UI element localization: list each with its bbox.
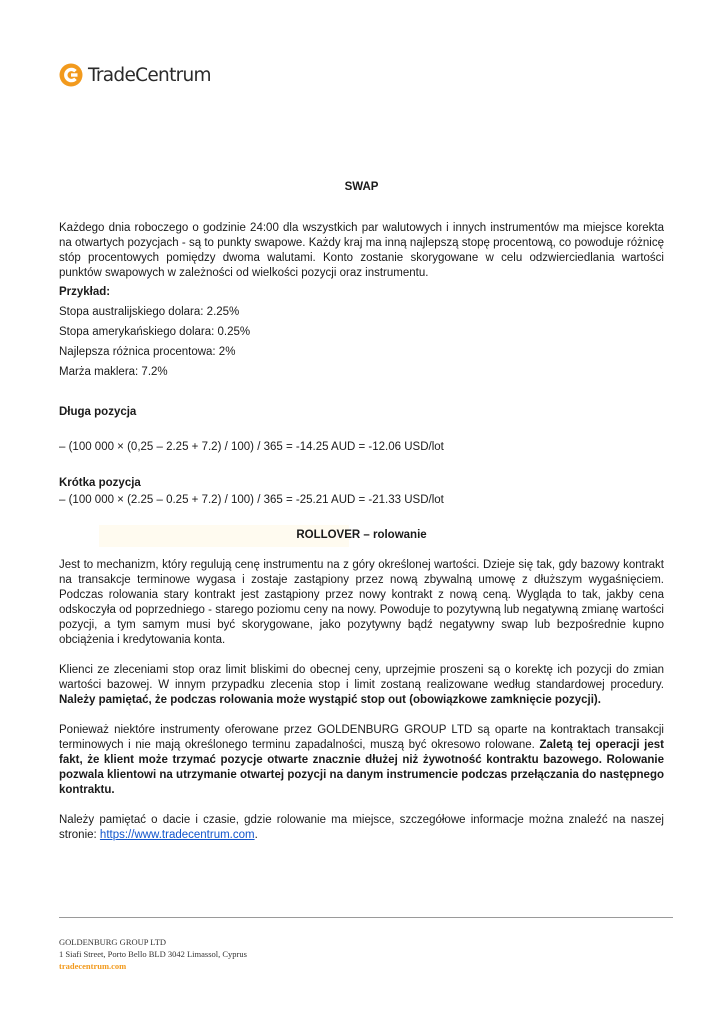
rollover-paragraph-2 [59, 663, 664, 708]
rollover-advantage-text: Zaletą tej operacji jest fakt, że klient może trzymać pozycje otwarte znacznie dłużej niż żywotność kontraktu bazowego. Rolowanie pozwala klientowi na utrzymanie otwartej pozycji na danym instrumencie podczas przełączania do następnego kontraktu. [59, 739, 664, 796]
footer [59, 936, 247, 972]
footer-company: GOLDENBURG GROUP LTD [59, 937, 167, 947]
example-line-rate-difference: Najlepsza różnica procentowa: 2% [59, 346, 236, 358]
example-line-usd-rate: Stopa amerykańskiego dolara: 0.25% [59, 326, 251, 338]
rollover-paragraph-4 [59, 813, 664, 843]
c-logo-icon [59, 63, 83, 87]
swap-heading: SWAP [344, 181, 379, 193]
stop-out-warning: Należy pamiętać, że podczas rolowania może wystąpić stop out (obowiązkowe zamknięcie pozycji). [59, 694, 601, 706]
long-position-formula: – (100 000 × (0,25 – 2.25 + 7.2) / 100) / 365 = -14.25 AUD = -12.06 USD/lot [59, 441, 444, 453]
rollover-paragraph-1: Jest to mechanizm, który regulują cenę instrumentu na z góry określonej wartości. Dzieje się tak, gdy bazowy kontrakt na transakcje terminowe wygasa i zostaje zastąpiony przez nową zbywalną umowę z dłuższym wygaśnięciem. Podczas rolowania stary kontrakt jest zastąpiony przez nowy kontrakt z nową ceną. Wygląda to tak, jakby cena odskoczyła od poprzedniego - starego poziomu ceny na nowy. Powoduje to pozytywną lub negatywną zmianę wartości pozycji, a tym samym musi być skorygowane, jako pozytywny bądź negatywny swap lub bezpośrednie kupno obciążenia i kredytowania konta. [59, 559, 664, 646]
long-position-heading: Długa pozycja [59, 406, 137, 418]
rollover-heading-block [59, 528, 664, 544]
document-body [59, 180, 664, 843]
brand-logo [59, 62, 211, 88]
footer-website: tradecentrum.com [59, 961, 127, 971]
example-line-broker-margin: Marża maklera: 7.2% [59, 366, 168, 378]
rollover-paragraph-2-text: Klienci ze zleceniami stop oraz limit bliskimi do obecnej ceny, uprzejmie proszeni są o korektę ich pozycji do zmian wartości bazowej. W innym przypadku zlecenia stop i limit zostaną realizowane według standardowej procedury. [59, 664, 664, 691]
short-position-formula: – (100 000 × (2.25 – 0.25 + 7.2) / 100) / 365 = -25.21 AUD = -21.33 USD/lot [59, 494, 444, 506]
rollover-heading: ROLLOVER – rolowanie [296, 529, 427, 541]
swap-intro-paragraph: Każdego dnia roboczego o godzinie 24:00 dla wszystkich par walutowych i innych instrumentów ma miejsce korekta na otwartych pozycjach - są to punkty swapowe. Każdy kraj ma inną najlepszą stopę procentową, co powoduje różnicę stóp procentowych pomiędzy dwoma walutami. Konto zostanie skorygowane w celu odzwierciedlania wartości punktów swapowych w zależności od wielkości pozycji oraz instrumentu. [59, 222, 664, 279]
short-position-heading: Krótka pozycja [59, 477, 141, 489]
example-label: Przykład: [59, 286, 111, 298]
rollover-paragraph-3-text: Ponieważ niektóre instrumenty oferowane przez GOLDENBURG GROUP LTD są oparte na kontraktach transakcji terminowych i nie mają określonego terminu zapadalności, muszą być okresowo rolowane. [59, 724, 664, 751]
paragraph-end: . [254, 829, 258, 841]
brand-name: TradeCentrum [88, 64, 211, 86]
rollover-paragraph-3 [59, 723, 664, 798]
rollover-paragraph-4-text: Należy pamiętać o dacie i czasie, gdzie rolowanie ma miejsce, szczegółowe informacje można znaleźć na naszej stronie: [59, 814, 664, 841]
footer-address: 1 Siafi Street, Porto Bello BLD 3042 Limassol, Cyprus [59, 949, 247, 959]
footer-divider [59, 917, 673, 918]
website-link[interactable]: https://www.tradecentrum.com [99, 829, 255, 841]
example-line-aud-rate: Stopa australijskiego dolara: 2.25% [59, 306, 240, 318]
